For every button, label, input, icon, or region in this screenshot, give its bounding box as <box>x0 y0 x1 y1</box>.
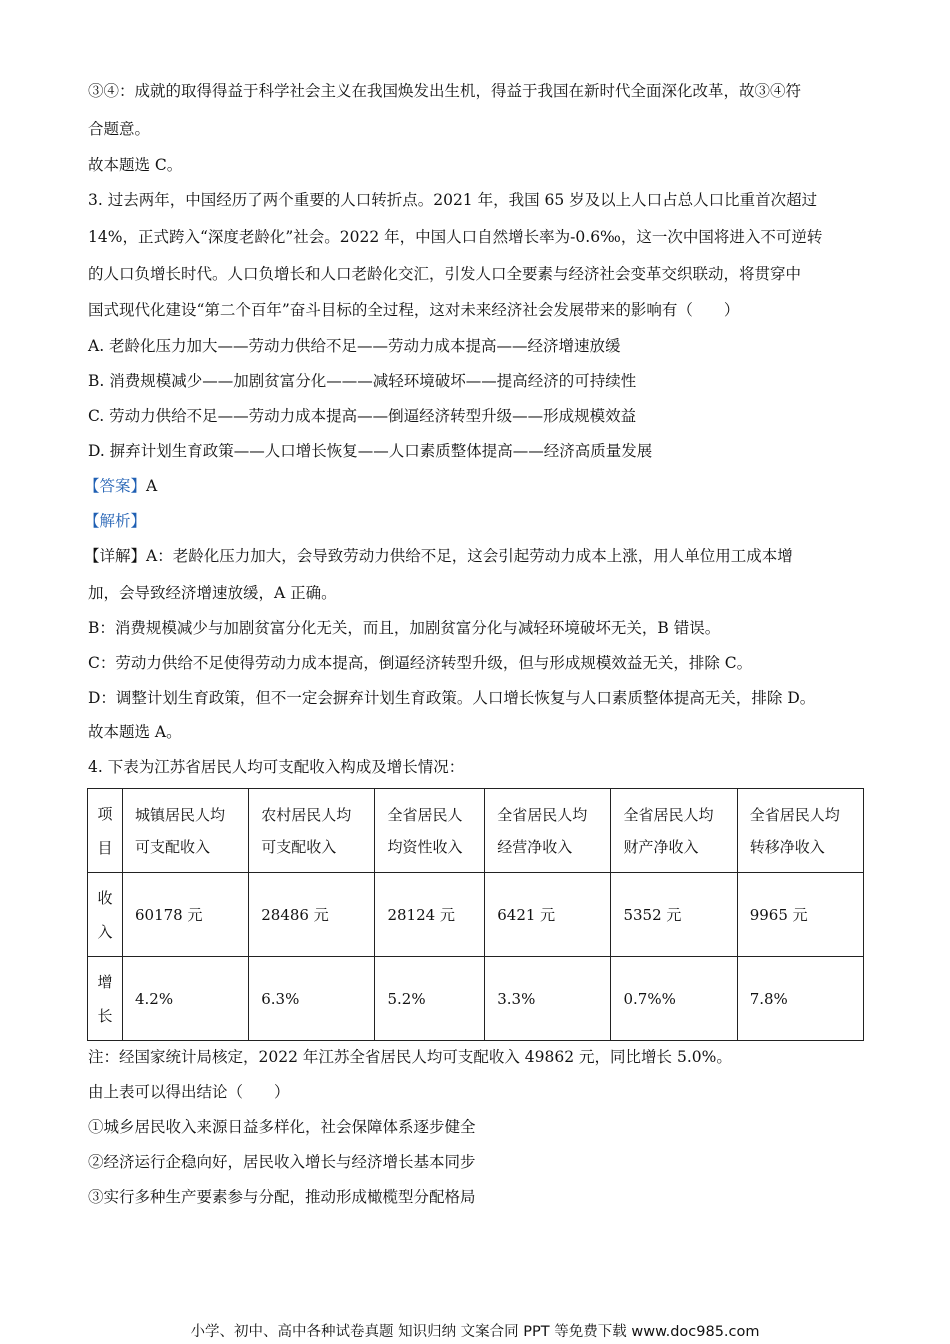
growth-cell: 7.8% <box>737 957 863 1041</box>
table-row-growth <box>88 957 864 1041</box>
prev-answer-conclusion: 故本题选 C。 <box>88 156 183 174</box>
q3-stem-line-4: 国式现代化建设“第二个百年”奋斗目标的全过程，这对未来经济社会发展带来的影响有（ ） <box>88 301 740 319</box>
header-cell: 全省居民人 均资性收入 <box>375 789 485 873</box>
table-row-income <box>88 873 864 957</box>
income-cell: 60178 元 <box>123 873 249 957</box>
header-cell: 农村居民人均 可支配收入 <box>249 789 375 873</box>
growth-cell: 6.3% <box>249 957 375 1041</box>
q3-option-c: C. 劳动力供给不足——劳动力成本提高——倒逼经济转型升级——形成规模效益 <box>88 407 637 425</box>
q3-stem-line-2: 14%，正式跨入“深度老龄化”社会。2022 年，中国人口自然增长率为-0.6‰，这一次中国将进入不可逆转 <box>88 228 823 246</box>
q3-option-d: D. 摒弃计划生育政策——人口增长恢复——人口素质整体提高——经济高质量发展 <box>88 442 653 460</box>
income-cell: 9965 元 <box>737 873 863 957</box>
prev-answer-line-2: 合题意。 <box>88 120 151 138</box>
q4-table-note: 注：经国家统计局核定，2022 年江苏全省居民人均可支配收入 49862 元，同比增长 5.0%。 <box>88 1048 732 1066</box>
q4-statement-1: ①城乡居民收入来源日益多样化，社会保障体系逐步健全 <box>88 1118 476 1136</box>
footer-banner: 小学、初中、高中各种试卷真题 知识归纳 文案合同 PPT 等免费下载 www.doc985.com <box>190 1324 760 1340</box>
row-label-header: 项 目 <box>88 789 123 873</box>
q3-analysis-tag: 【解析】 <box>84 512 147 530</box>
detail-tag: 【详解】 <box>84 547 147 565</box>
answer-value: A <box>146 477 158 495</box>
q3-option-a: A. 老龄化压力加大——劳动力供给不足——劳动力成本提高——经济增速放缓 <box>88 337 621 355</box>
header-cell: 全省居民人均 经营净收入 <box>485 789 611 873</box>
q3-answer <box>84 475 157 497</box>
q3-detail-line-1: 【详解】A：老龄化压力加大，会导致劳动力供给不足，这会引起劳动力成本上涨，用人单位用工成本增 <box>84 547 793 565</box>
growth-cell: 0.7%% <box>611 957 737 1041</box>
q4-statement-3: ③实行多种生产要素参与分配，推动形成橄榄型分配格局 <box>88 1188 476 1206</box>
q3-detail-line-2: 加，会导致经济增速放缓，A 正确。 <box>88 584 337 602</box>
table-header-row <box>88 789 864 873</box>
growth-cell: 5.2% <box>375 957 485 1041</box>
income-table <box>87 788 864 1041</box>
q4-stem: 4. 下表为江苏省居民人均可支配收入构成及增长情况： <box>88 758 465 776</box>
q4-question: 由上表可以得出结论（ ） <box>88 1083 290 1101</box>
q3-option-b: B. 消费规模减少——加剧贫富分化———减轻环境破坏——提高经济的可持续性 <box>88 372 637 390</box>
q3-conclusion: 故本题选 A。 <box>88 723 182 741</box>
income-cell: 6421 元 <box>485 873 611 957</box>
growth-cell: 3.3% <box>485 957 611 1041</box>
q3-detail-line-4: C：劳动力供给不足使得劳动力成本提高，倒逼经济转型升级，但与形成规模效益无关，排除 C。 <box>88 654 753 672</box>
header-cell: 全省居民人均 财产净收入 <box>611 789 737 873</box>
q3-stem-line-3: 的人口负增长时代。人口负增长和人口老龄化交汇，引发人口全要素与经济社会变革交织联动，将贯穿中 <box>88 265 802 283</box>
row-label-growth: 增 长 <box>88 957 123 1041</box>
answer-tag: 【答案】 <box>84 477 147 495</box>
q4-statement-2: ②经济运行企稳向好，居民收入增长与经济增长基本同步 <box>88 1153 476 1171</box>
q3-detail-line-5: D：调整计划生育政策，但不一定会摒弃计划生育政策。人口增长恢复与人口素质整体提高无关，排除 D。 <box>88 689 816 707</box>
row-label-income: 收 入 <box>88 873 123 957</box>
income-cell: 5352 元 <box>611 873 737 957</box>
prev-answer-line-1: ③④：成就的取得得益于科学社会主义在我国焕发出生机，得益于我国在新时代全面深化改革，故③④符 <box>88 82 802 100</box>
income-cell: 28124 元 <box>375 873 485 957</box>
header-cell: 城镇居民人均 可支配收入 <box>123 789 249 873</box>
header-cell: 全省居民人均 转移净收入 <box>737 789 863 873</box>
growth-cell: 4.2% <box>123 957 249 1041</box>
q3-stem-line-1: 3. 过去两年，中国经历了两个重要的人口转折点。2021 年，我国 65 岁及以上人口占总人口比重首次超过 <box>88 191 818 209</box>
q3-detail-line-3: B：消费规模减少与加剧贫富分化无关，而且，加剧贫富分化与减轻环境破坏无关，B 错误。 <box>88 619 721 637</box>
income-cell: 28486 元 <box>249 873 375 957</box>
